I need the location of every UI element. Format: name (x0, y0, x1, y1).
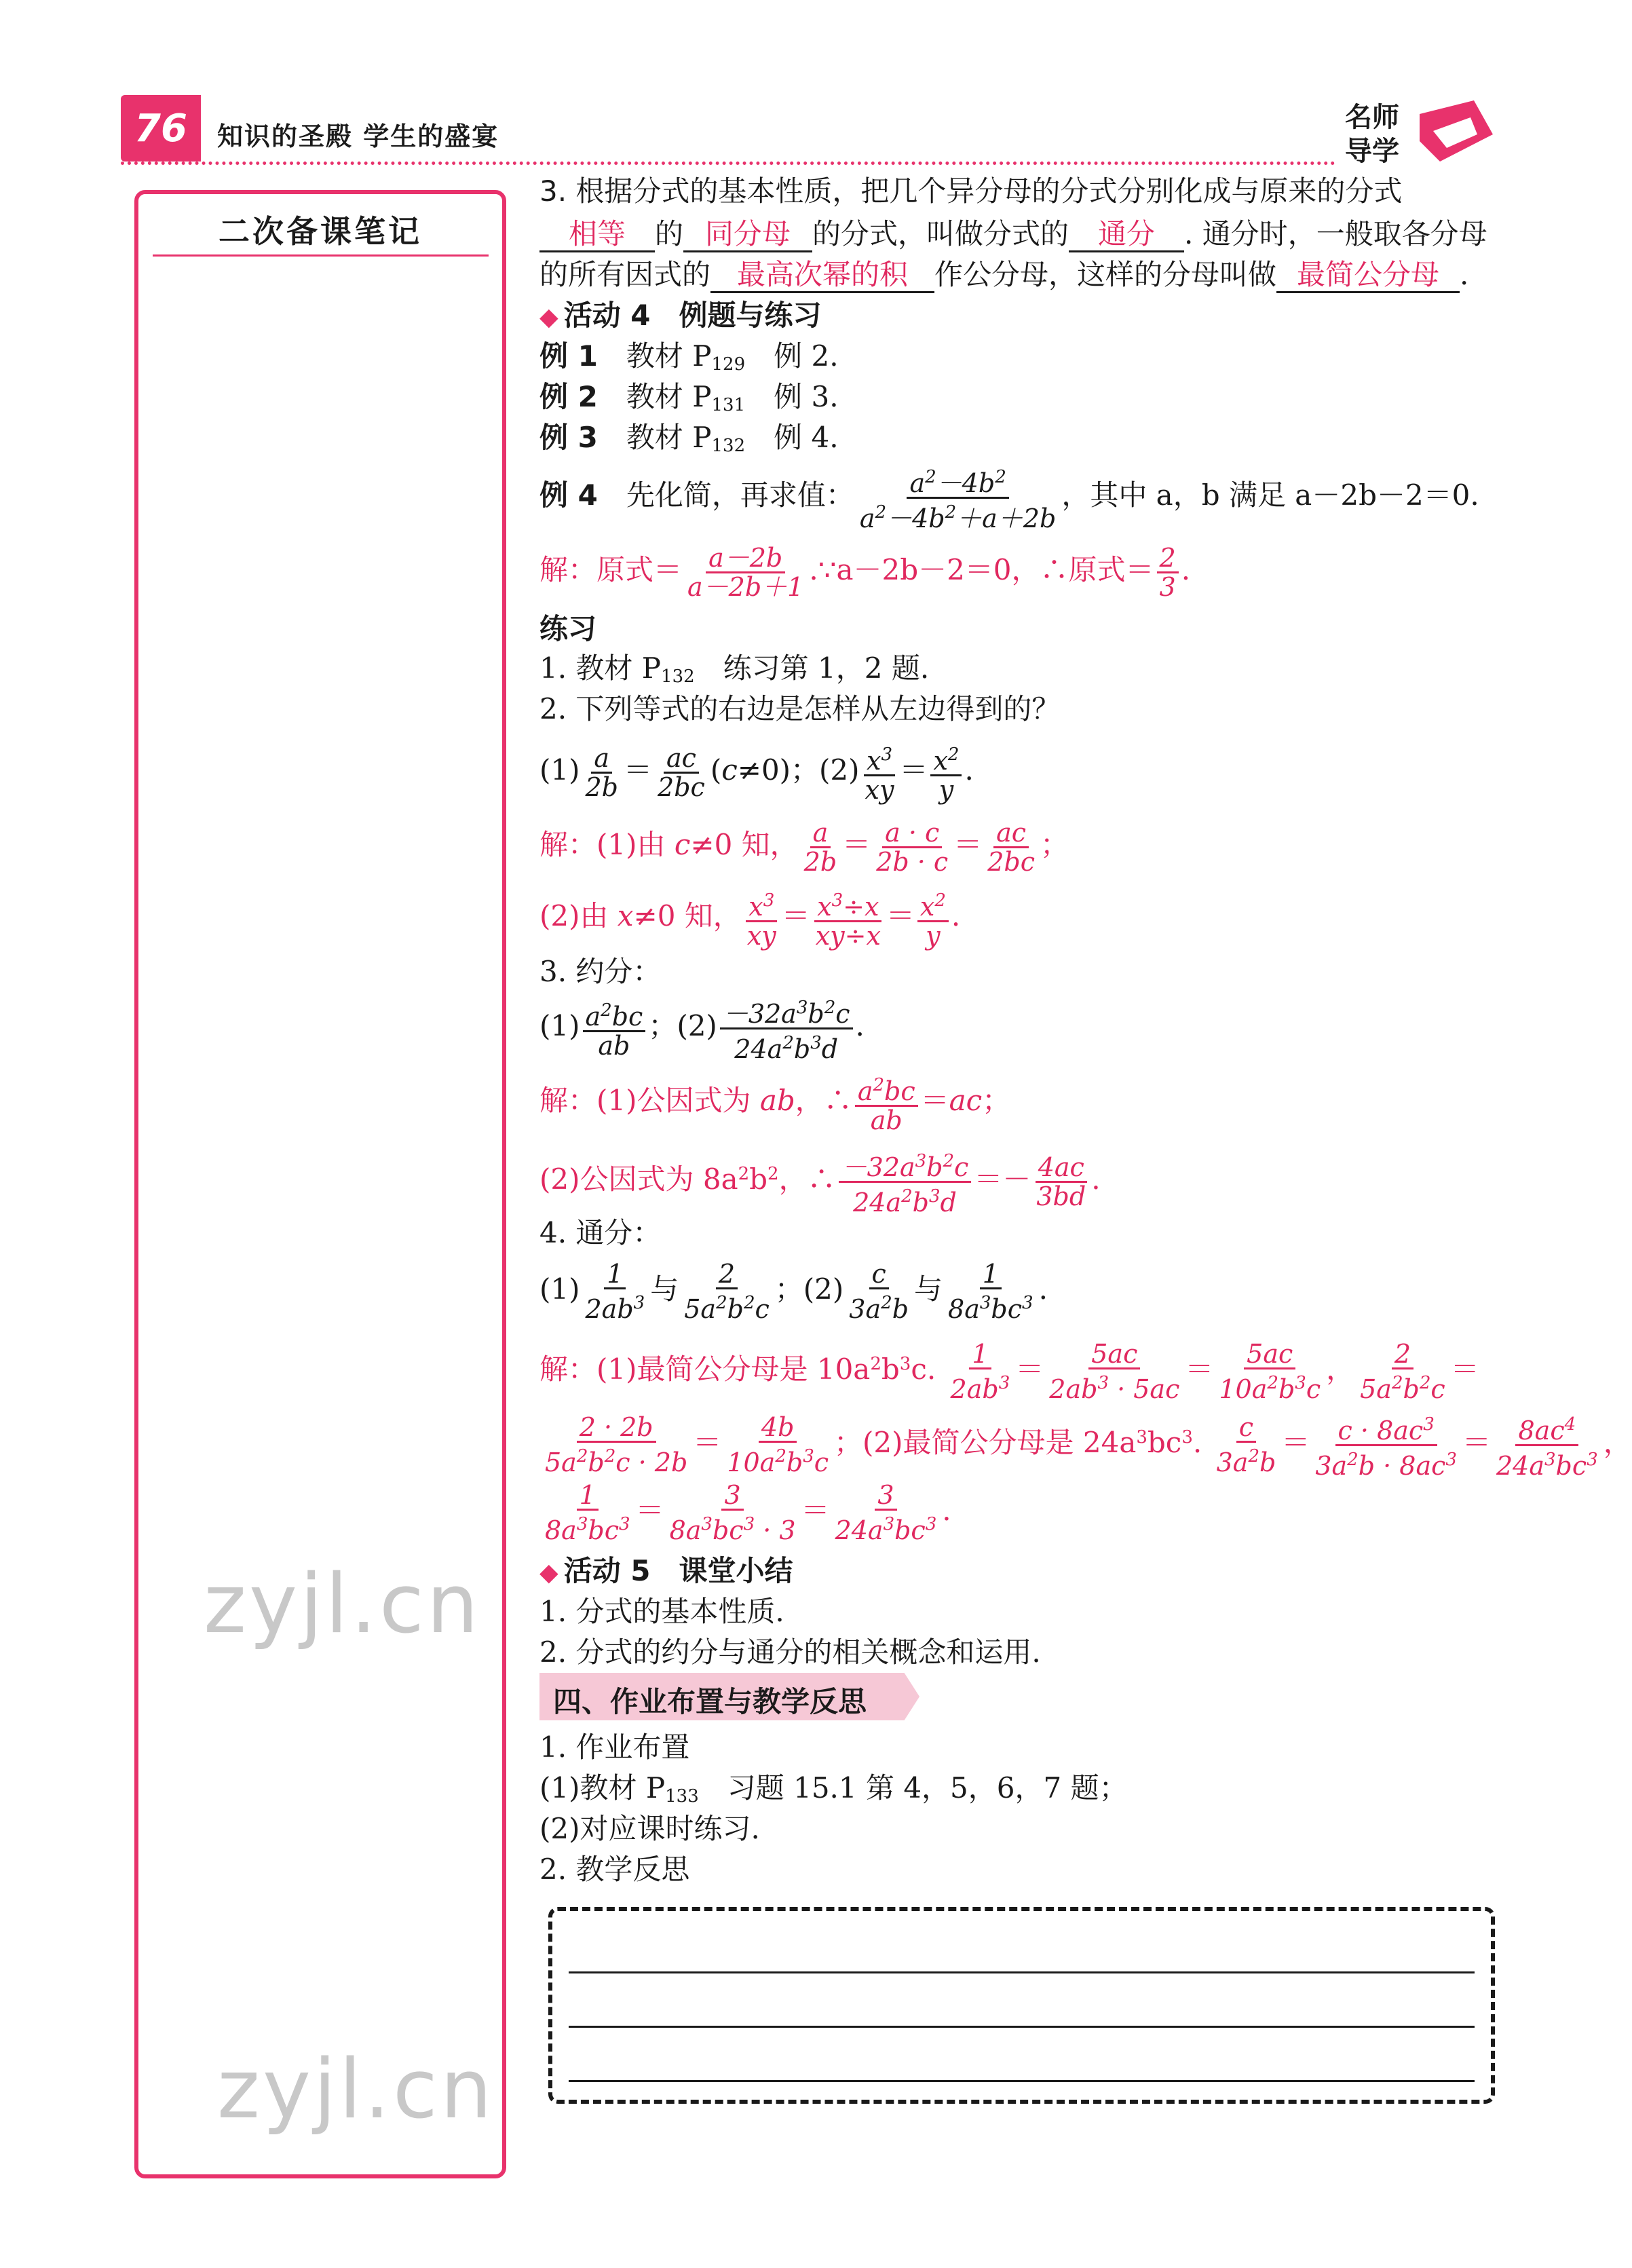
fraction: $\frac{c \cdot 8ac^3}{3a^2b \cdot 8ac^3}$ (1312, 1411, 1460, 1479)
example-text: 先化简，再求值： (626, 478, 854, 512)
q2-sol2: (2)由 x≠0 知， $\frac{x^3}{xy}$ ＝ $\frac{x^3\div x}{xy\div x}$ ＝ $\frac{x^2}{y}$ . (539, 882, 1517, 950)
example-label: 例 2 (539, 380, 598, 413)
fraction: $\frac{a-2b}{a-2b+1}$ (687, 542, 804, 602)
page-sub: 132 (661, 666, 695, 687)
p3-text: 的所有因式的 (539, 258, 711, 291)
watermark: zyjl.cn (217, 2043, 495, 2137)
page-sub: 129 (711, 354, 746, 375)
fraction: $\frac{a \cdot c}{2b \cdot c}$ (876, 817, 949, 877)
fraction: $\frac{1}{8a^3bc^3}$ (948, 1259, 1033, 1324)
example-text: 教材 P (626, 339, 712, 373)
brand-line1: 名师 (1345, 102, 1399, 133)
example-text: 教材 P (626, 421, 712, 454)
p3-line3 (539, 257, 1517, 293)
practice-q1 (539, 650, 1517, 695)
p3-line2 (539, 216, 1517, 252)
fraction: $\frac{c}{3a^2b}$ (849, 1259, 909, 1324)
example-1 (539, 338, 1517, 383)
page-sub: 132 (711, 436, 746, 456)
activity5-heading (539, 1553, 1517, 1591)
homework-2: (2)对应课时练习. (539, 1812, 760, 1845)
sidebar-title: 二次备课笔记 (219, 213, 422, 250)
header-slogan: 知识的圣殿 学生的盛宴 (217, 121, 499, 151)
q-text: 练习第 1，2 题. (723, 651, 930, 685)
q3-sol1: 解：(1)公因式为 ab，∴ $\frac{a^2bc}{ab}$ ＝ac； (539, 1067, 1517, 1135)
fraction: $\frac{a^2-4b^2}{a^2-4b^2+a+2b}$ (857, 464, 1059, 532)
reflection-box[interactable] (548, 1907, 1495, 2104)
summary-2: 2. 分式的约分与通分的相关概念和运用. (539, 1636, 1041, 1669)
header-divider (121, 162, 1335, 165)
reflection-heading: 2. 教学反思 (539, 1853, 690, 1886)
page-sub: 133 (665, 1786, 699, 1807)
section4-title: 四、作业布置与教学反思 (553, 1685, 867, 1718)
fraction: $\frac{ac}{2bc}$ (658, 742, 705, 802)
example-tail: 例 4. (774, 421, 839, 454)
activity5-title: 活动 5 课堂小结 (563, 1554, 793, 1587)
p3-text: . (1460, 258, 1469, 291)
example-3 (539, 419, 1517, 464)
q3-formula: (1) $\frac{a^2bc}{ab}$ ；(2) $\frac{-32a^3b^2c}{24a^2b^3d}$ . (539, 992, 1517, 1063)
p3-line1: 3. 根据分式的基本性质，把几个异分母的分式分别化成与原来的分式 (539, 174, 1403, 208)
example-2 (539, 379, 1517, 423)
fraction: $\frac{5ac}{2ab^3 \cdot 5ac}$ (1049, 1339, 1180, 1404)
watermark: zyjl.cn (204, 1557, 481, 1652)
fraction: $\frac{3}{24a^3bc^3}$ (835, 1480, 937, 1545)
practice-q4: 4. 通分： (539, 1216, 662, 1249)
fraction: $\frac{2}{3}$ (1157, 544, 1179, 601)
fraction: $\frac{-32a^3b^2c}{24a^2b^3d}$ (839, 1148, 972, 1216)
diamond-icon: ◆ (539, 303, 558, 331)
fraction: $\frac{2}{5a^2b^2c}$ (1360, 1339, 1445, 1404)
example-text: 教材 P (626, 380, 712, 413)
fraction: $\frac{1}{8a^3bc^3}$ (545, 1480, 630, 1545)
fraction: $\frac{x^3}{xy}$ (744, 887, 779, 949)
fraction: $\frac{x^2}{y}$ (917, 887, 949, 949)
fraction: $\frac{4b}{10a^2b^3c}$ (727, 1412, 829, 1477)
practice-q2: 2. 下列等式的右边是怎样从左边得到的？ (539, 692, 1061, 725)
fraction: $\frac{ac}{2bc}$ (987, 817, 1036, 877)
fraction: $\frac{x^3}{xy}$ (862, 741, 897, 804)
solution-4: 解：原式＝ $\frac{a-2b}{a-2b+1}$ .∵a－2b－2＝0，∴原式＝ $\frac{2}{3}$ . (539, 542, 1191, 602)
fraction: $\frac{2 \cdot 2b}{5a^2b^2c \cdot 2b}$ (545, 1412, 688, 1477)
fraction: $\frac{x^3\div x}{xy\div x}$ (813, 887, 884, 949)
q2-formula: (1) $\frac{a}{2b}$ ＝ $\frac{ac}{2bc}$ (c≠0)；(2) $\frac{x^3}{xy}$ ＝ $\frac{x^2}{y}$ . (539, 736, 1517, 804)
fraction: $\frac{a}{2b}$ (803, 817, 837, 877)
fraction: $\frac{5ac}{10a^2b^3c}$ (1219, 1339, 1321, 1404)
notes-sidebar (134, 190, 506, 2178)
fraction: $\frac{-32a^3b^2c}{24a^2b^3d}$ (720, 994, 853, 1063)
example-4 (539, 461, 1517, 532)
page-sub: 131 (711, 395, 746, 415)
p3-text: 作公分母，这样的分母叫做 (934, 258, 1277, 291)
diamond-icon: ◆ (539, 1559, 558, 1587)
p3-text: 的分式，叫做分式的 (812, 217, 1069, 250)
solution-text: ∵a－2b－2＝0，∴原式＝ (818, 553, 1154, 586)
summary-1: 1. 分式的基本性质. (539, 1595, 784, 1628)
fraction: $\frac{a^2bc}{ab}$ (855, 1072, 918, 1134)
fraction: $\frac{c}{3a^2b}$ (1216, 1412, 1276, 1477)
p3-text: . 通分时，一般取各分母 (1184, 217, 1487, 250)
q-text: 1. 教材 P (539, 651, 662, 685)
writing-line (569, 2080, 1475, 2082)
brand-logo (1338, 94, 1501, 168)
fraction: $\frac{1}{2ab^3}$ (950, 1339, 1010, 1404)
activity4-heading (539, 297, 1517, 336)
practice-q3: 3. 约分： (539, 955, 662, 988)
q4-sol3: $\frac{1}{8a^3bc^3}$ ＝ $\frac{3}{8a^3bc^3 \cdot 3}$ ＝ $\frac{3}{24a^3bc^3}$ . (539, 1477, 1517, 1545)
practice-title: 练习 (539, 612, 597, 645)
fraction: $\frac{1}{2ab^3}$ (585, 1259, 645, 1324)
blank-3: 通分 (1069, 218, 1184, 252)
example-label: 例 1 (539, 339, 598, 373)
sidebar-rule (153, 254, 489, 257)
fraction: $\frac{x^2}{y}$ (930, 741, 962, 804)
example-tail: 例 2. (774, 339, 839, 373)
fraction: $\frac{2}{5a^2b^2c}$ (684, 1259, 770, 1324)
homework-1 (539, 1770, 1517, 1815)
blank-5: 最简公分母 (1276, 259, 1460, 293)
q4-formula: (1) $\frac{1}{2ab^3}$ 与 $\frac{2}{5a^2b^2c}$ ；(2) $\frac{c}{3a^2b}$ 与 $\frac{1}{8a^3bc^3}$ . (539, 1259, 1048, 1324)
solution-text: 解：原式＝ (539, 553, 683, 586)
blank-2: 同分母 (683, 218, 812, 252)
example-tail: ，其中 a，b 满足 a－2b－2＝0. (1061, 478, 1479, 512)
blank-1: 相等 (539, 218, 655, 252)
writing-line (569, 2026, 1475, 2028)
p3-text: 的 (655, 217, 684, 250)
q4-sol2: $\frac{2 \cdot 2b}{5a^2b^2c \cdot 2b}$ ＝ $\frac{4b}{10a^2b^3c}$ ；(2)最简公分母是 $24a^3bc^3$. $\frac{c}{3a^2b}$ ＝ $\frac{c \cdot 8ac^3}{3a^2b \cdot 8ac^3}$ ＝ $\frac{8ac^4}{24a^3bc^3}$ ， (539, 1403, 1517, 1479)
fraction: $\frac{a^2bc}{ab}$ (583, 997, 646, 1059)
example-tail: 例 3. (774, 380, 839, 413)
page-number: 76 (121, 95, 201, 162)
q3-sol2: (2)公因式为 $8a^2b^2$，∴ $\frac{-32a^3b^2c}{24a^2b^3d}$ ＝－ $\frac{4ac}{3bd}$ . (539, 1140, 1517, 1216)
homework-heading: 1. 作业布置 (539, 1731, 690, 1764)
writing-line (569, 1971, 1475, 1973)
example-label: 例 3 (539, 421, 598, 454)
activity4-title: 活动 4 例题与练习 (563, 299, 822, 332)
brand-line2: 导学 (1345, 136, 1399, 167)
hw-text: 习题 15.1 第 4，5，6，7 题； (727, 1771, 1128, 1804)
fraction: $\frac{4ac}{3bd}$ (1036, 1152, 1086, 1211)
hw-text: (1)教材 P (539, 1771, 666, 1804)
fraction: $\frac{a}{2b}$ (585, 742, 619, 802)
q2-sol1: 解：(1)由 c≠0 知， $\frac{a}{2b}$ ＝ $\frac{a \cdot c}{2b \cdot c}$ ＝ $\frac{ac}{2bc}$ ； (539, 817, 1069, 877)
q4-sol1: 解：(1)最简公分母是 $10a^2b^3c$. $\frac{1}{2ab^3}$ ＝ $\frac{5ac}{2ab^3 \cdot 5ac}$ ＝ $\frac{5ac}{10a^2b^3c}$ ， $\frac{2}{5a^2b^2c}$ ＝ (539, 1339, 1479, 1404)
blank-4: 最高次幂的积 (710, 259, 934, 293)
example-label: 例 4 (539, 478, 598, 512)
fraction: $\frac{8ac^4}{24a^3bc^3}$ (1494, 1411, 1601, 1479)
fraction: $\frac{3}{8a^3bc^3 \cdot 3}$ (669, 1480, 796, 1545)
